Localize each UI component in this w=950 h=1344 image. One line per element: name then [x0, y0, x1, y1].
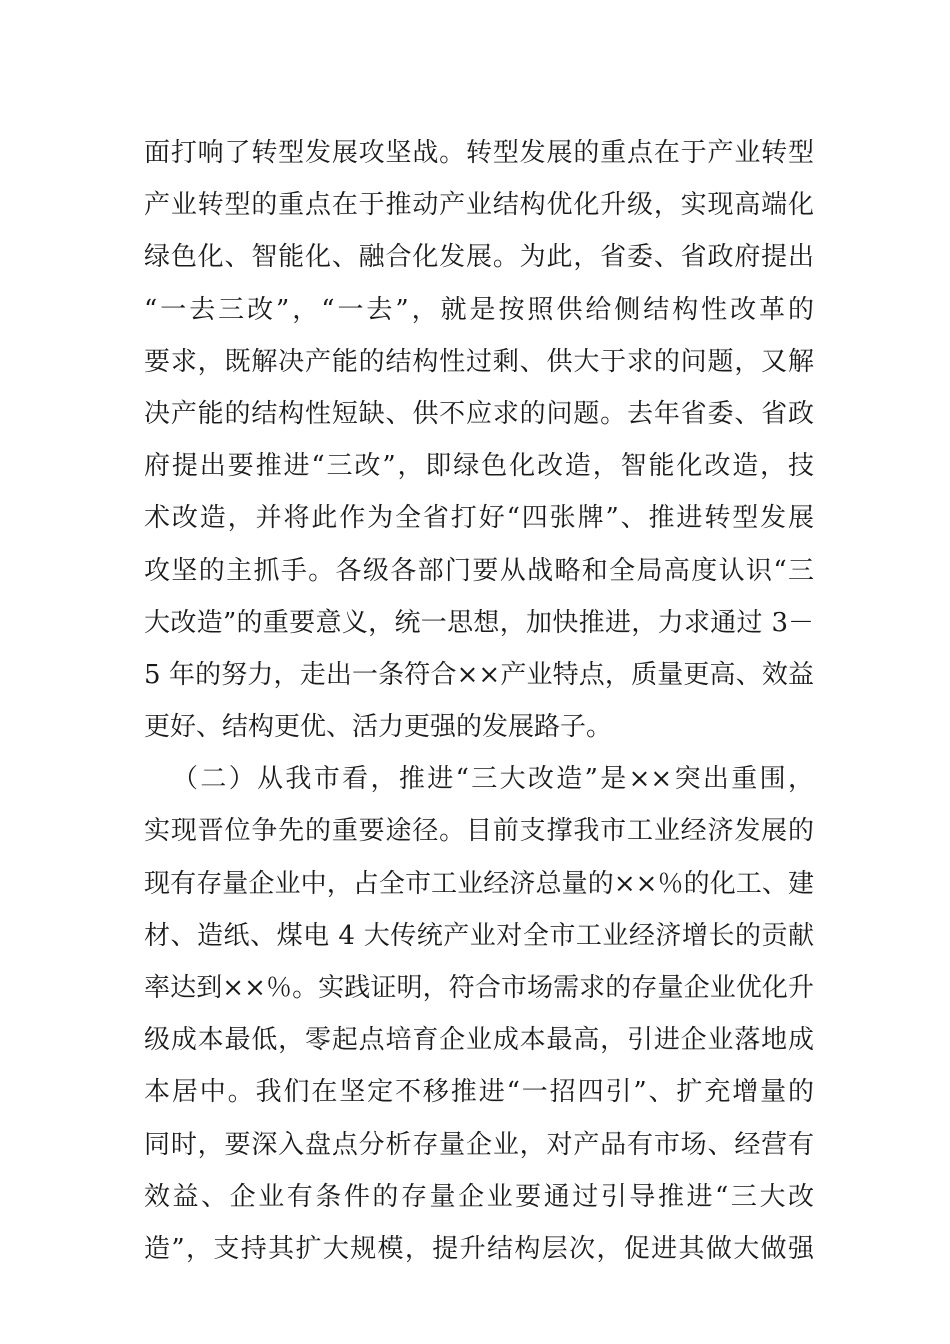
text-line: 本居中。我们在坚定不移推进“一招四引”、扩充增量的	[144, 1077, 814, 1108]
text-line: 要求，既解决产能的结构性过剩、供大于求的问题，又解	[144, 346, 814, 377]
text-line: 级成本最低，零起点培育企业成本最高，引进企业落地成	[144, 1025, 814, 1056]
text-line: 术改造，并将此作为全省打好“四张牌”、推进转型发展	[144, 503, 814, 534]
text-line: 造”，支持其扩大规模，提升结构层次，促进其做大做强	[144, 1233, 814, 1264]
paragraph-1	[144, 127, 814, 753]
paragraph-2	[144, 753, 814, 1275]
text-line: 攻坚的主抓手。各级各部门要从战略和全局高度认识“三	[144, 555, 814, 586]
text-line: 现有存量企业中，占全市工业经济总量的××％的化工、建	[144, 868, 814, 899]
document-body	[144, 127, 814, 1275]
text-line: 更好、结构更优、活力更强的发展路子。	[144, 712, 613, 743]
text-line: 率达到××％。实践证明，符合市场需求的存量企业优化升	[144, 973, 814, 1003]
text-line: 材、造纸、煤电 4 大传统产业对全市工业经济增长的贡献	[144, 920, 814, 951]
text-line: 府提出要推进“三改”，即绿色化改造，智能化改造，技	[144, 451, 814, 482]
text-line: （二）从我市看，推进“三大改造”是××突出重围，	[172, 764, 814, 795]
text-line: 大改造”的重要意义，统一思想，加快推进，力求通过 3－	[144, 607, 814, 638]
text-line: 实现晋位争先的重要途径。目前支撑我市工业经济发展的	[144, 816, 814, 847]
text-line: 同时，要深入盘点分析存量企业，对产品有市场、经营有	[144, 1129, 814, 1160]
text-line: 5 年的努力，走出一条符合××产业特点，质量更高、效益	[144, 659, 814, 690]
text-line: 面打响了转型发展攻坚战。转型发展的重点在于产业转型	[144, 138, 814, 168]
text-line: 绿色化、智能化、融合化发展。为此，省委、省政府提出	[144, 242, 814, 273]
text-line: 效益、企业有条件的存量企业要通过引导推进“三大改	[144, 1181, 814, 1212]
text-line: “一去三改”，“一去”，就是按照供给侧结构性改革的	[144, 294, 814, 325]
text-line: 决产能的结构性短缺、供不应求的问题。去年省委、省政	[144, 398, 814, 429]
text-line: 产业转型的重点在于推动产业结构优化升级，实现高端化	[144, 190, 814, 221]
